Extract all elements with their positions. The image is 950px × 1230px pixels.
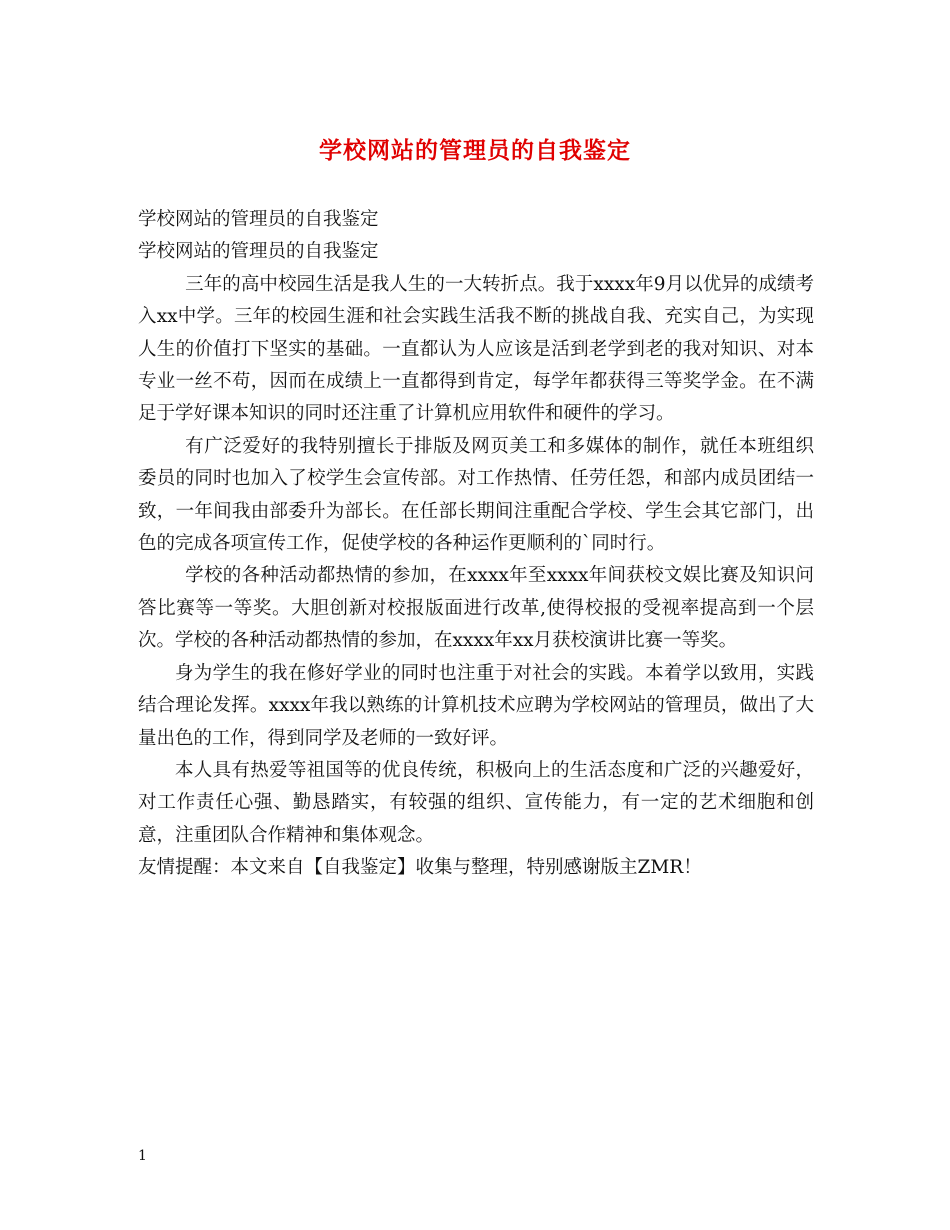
subtitle-line: 学校网站的管理员的自我鉴定	[138, 209, 379, 230]
paragraph: 有广泛爱好的我特别擅长于排版及网页美工和多媒体的制作，就任本班组织委员的同时也加入了校学生会宣传部。对工作热情、任劳任怨，和部内成员团结一致，一年间我由部委升为部长。在任部长期间注重配合学校、学生会其它部门，出色的完成各项宣传工作，促使学校的各种运作更顺利的`同时行。	[138, 435, 814, 555]
document-title: 学校网站的管理员的自我鉴定	[319, 137, 631, 164]
paragraph: 三年的高中校园生活是我人生的一大转折点。我于xxxx年9月以优异的成绩考入xx中学。三年的校园生涯和社会实践生活我不断的挑战自我、充实自己，为实现人生的价值打下坚实的基础。一直都认为人应该是活到老学到老的我对知识、对本专业一丝不苟，因而在成绩上一直都得到肯定，每学年都获得三等奖学金。在不满足于学好课本知识的同时还注重了计算机应用软件和硬件的学习。	[138, 273, 814, 425]
paragraph: 本人具有热爱等祖国等的优良传统，积极向上的生活态度和广泛的兴趣爱好，对工作责任心强、勤恳踏实，有较强的组织、宣传能力，有一定的艺术细胞和创意，注重团队合作精神和集体观念。	[138, 759, 814, 846]
paragraph: 身为学生的我在修好学业的同时也注重于对社会的实践。本着学以致用，实践结合理论发挥。xxxx年我以熟练的计算机技术应聘为学校网站的管理员，做出了大量出色的工作，得到同学及老师的一致好评。	[138, 662, 814, 749]
page-number: 1	[138, 1148, 147, 1164]
document-body	[138, 204, 814, 885]
subtitle-line: 学校网站的管理员的自我鉴定	[138, 241, 379, 263]
paragraph: 学校的各种活动都热情的参加，在xxxx年至xxxx年间获校文娱比赛及知识问答比赛等一等奖。大胆创新对校报版面进行改革,使得校报的受视率提高到一个层次。学校的各种活动都热情的参加，在xxxx年xx月获校演讲比赛一等奖。	[138, 565, 814, 652]
closing-note: 友情提醒：本文来自【自我鉴定】收集与整理，特别感谢版主ZMR！	[138, 857, 702, 879]
